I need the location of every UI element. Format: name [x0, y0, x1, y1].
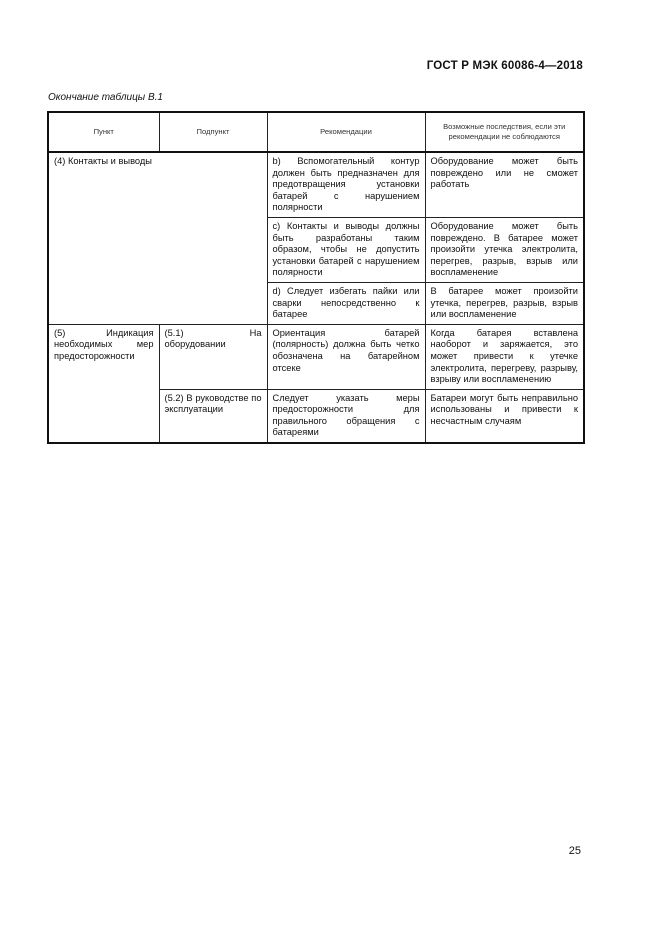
recommendation-cell: c) Контакты и выводы должны быть разработаны таким образом, чтобы не допустить установки батарей с нарушением полярности: [267, 217, 425, 282]
header-consequences: Возможные последствия, если эти рекомендации не соблюдаются: [425, 112, 584, 152]
table-header-row: [48, 112, 584, 152]
table-caption: Окончание таблицы В.1: [48, 92, 163, 103]
consequence-cell: Оборудование может быть повреждено или не сможет работать: [425, 152, 584, 217]
subitem-in-manual: (5.2) В руководстве по эксплуатации: [159, 389, 267, 443]
recommendations-table: [47, 111, 585, 444]
header-item: Пункт: [48, 112, 159, 152]
consequence-cell: Батареи могут быть неправильно использованы и привести к несчастным случаям: [425, 389, 584, 443]
consequence-cell: Оборудование может быть повреждено. В батарее может произойти утечка электролита, перегрев, разрыв, взрыв или воспламенение: [425, 217, 584, 282]
consequence-cell: Когда батарея вставлена наоборот и заряжается, это может привести к утечке электролита, перегреву, разрыву, взрыву или воспламенению: [425, 324, 584, 389]
header-subitem: Подпункт: [159, 112, 267, 152]
table-row: [48, 324, 584, 389]
recommendation-cell: Ориентация батарей (полярность) должна быть четко обозначена на батарейном отсеке: [267, 324, 425, 389]
recommendation-cell: b) Вспомогательный контур должен быть предназначен для предотвращения установки батарей с нарушением полярности: [267, 152, 425, 217]
header-recommendations: Рекомендации: [267, 112, 425, 152]
consequence-cell: В батарее может произойти утечка, перегрев, разрыв, взрыв или воспламенение: [425, 282, 584, 324]
group-item-indication: (5) Индикация необходимых мер предосторожности: [48, 324, 159, 443]
recommendation-cell: d) Следует избегать пайки или сварки непосредственно к батарее: [267, 282, 425, 324]
group-item-contacts: (4) Контакты и выводы: [48, 152, 267, 324]
subitem-on-equipment: (5.1) На оборудовании: [159, 324, 267, 389]
page-number: 25: [568, 845, 581, 857]
table-row: [48, 152, 584, 217]
recommendation-cell: Следует указать меры предосторожности для правильного обращения с батареями: [267, 389, 425, 443]
document-standard-number: ГОСТ Р МЭК 60086-4—2018: [426, 60, 583, 72]
